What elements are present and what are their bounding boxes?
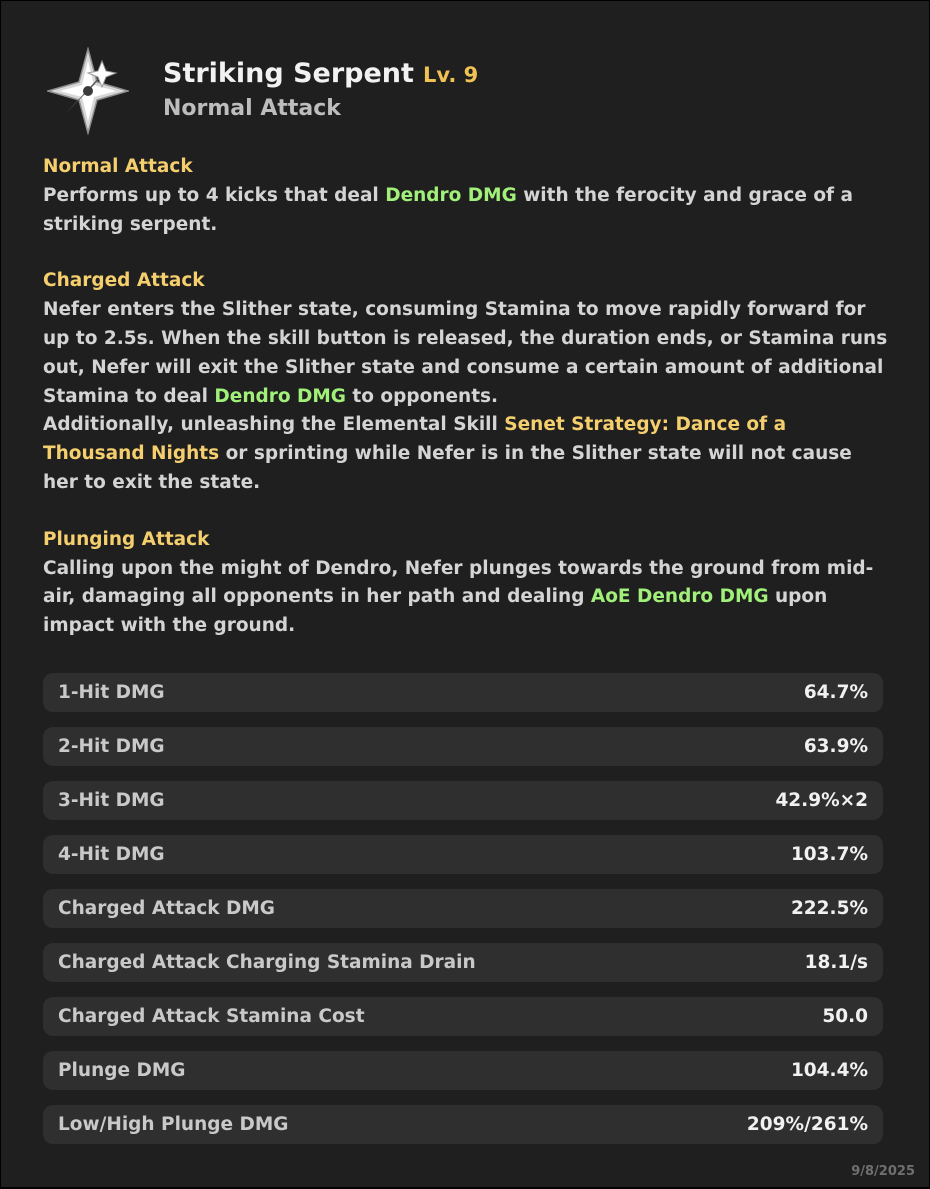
text-segment: or sprinting while Nefer is in the Slither state will not cause her to exit the state. [43,443,852,493]
normal-attack-title: Normal Attack [43,156,193,177]
stat-label: Charged Attack DMG [58,898,275,919]
dendro-highlight: Dendro DMG [385,184,517,206]
text-segment: with the ferocity and grace of a striking serpent. [43,184,853,235]
stat-value: 104.4% [790,1060,868,1081]
stat-label: 1-Hit DMG [58,682,165,703]
skill-name-highlight: Senet Strategy: Dance of a Thousand Nights [43,414,787,465]
text-segment: Performs up to 4 kicks that deal [43,184,386,206]
text-segment: to opponents. [345,385,499,407]
star-shape [48,49,128,133]
text-segment: Additionally, unleashing the Elemental Skill [43,414,505,436]
stat-value: 209%/261% [746,1114,868,1135]
stat-label: 3-Hit DMG [58,790,165,811]
title-block [163,57,478,124]
stats-table [43,673,883,1159]
stat-row [43,835,883,874]
talent-header [43,45,903,137]
charged-attack-text [43,296,891,411]
stat-label: Charged Attack Stamina Cost [58,1006,365,1027]
dendro-highlight: AoE Dendro DMG [590,586,769,608]
stat-row [43,889,883,928]
charged-attack-title: Charged Attack [43,270,205,292]
stat-value: 64.7% [803,682,868,703]
talent-card [1,1,929,1187]
plunging-attack-text [43,555,891,641]
dendro-highlight: Dendro DMG [214,385,346,407]
stat-value: 103.7% [790,844,868,865]
stat-label: 4-Hit DMG [58,844,165,865]
stat-label: Charged Attack Charging Stamina Drain [58,952,476,973]
stat-row [43,997,883,1036]
stat-value: 42.9%×2 [775,790,868,811]
normal-attack-section [43,153,891,239]
talent-subtitle: Normal Attack [163,96,341,121]
charged-attack-section [43,267,891,497]
talent-title: Striking Serpent [163,58,414,89]
stat-label: Low/High Plunge DMG [58,1114,289,1135]
plunging-attack-title: Plunging Attack [43,528,210,550]
stat-row [43,727,883,766]
text-segment: Nefer enters the Slither state, consuming Stamina to move rapidly forward for up to 2.5s. When the skill button is released, the duration ends, or Stamina runs out, Nefer will exit the Slither state and consume a certain amount of additional Stamina to deal [43,299,888,407]
talent-description [43,153,891,669]
plunging-attack-section [43,526,891,641]
stat-value: 18.1/s [804,952,868,973]
stat-row [43,673,883,712]
stat-label: Plunge DMG [58,1060,186,1081]
stat-label: 2-Hit DMG [58,736,165,757]
text-segment: Calling upon the might of Dendro, Nefer plunges towards the ground from mid-air, damaging all opponents in her path and dealing [43,557,874,608]
stat-value: 222.5% [790,898,868,919]
talent-level: Lv. 9 [423,63,479,87]
stat-row [43,943,883,982]
stat-value: 63.9% [803,736,868,757]
date-stamp: 9/8/2025 [851,1164,915,1179]
text-segment: upon impact with the ground. [43,586,828,637]
title-line [163,57,478,94]
stat-value: 50.0 [822,1006,868,1027]
four-point-star-icon [47,47,129,135]
stat-row [43,1051,883,1090]
normal-attack-text [43,182,891,240]
stat-row [43,1105,883,1144]
charged-attack-note [43,411,891,497]
stat-row [43,781,883,820]
